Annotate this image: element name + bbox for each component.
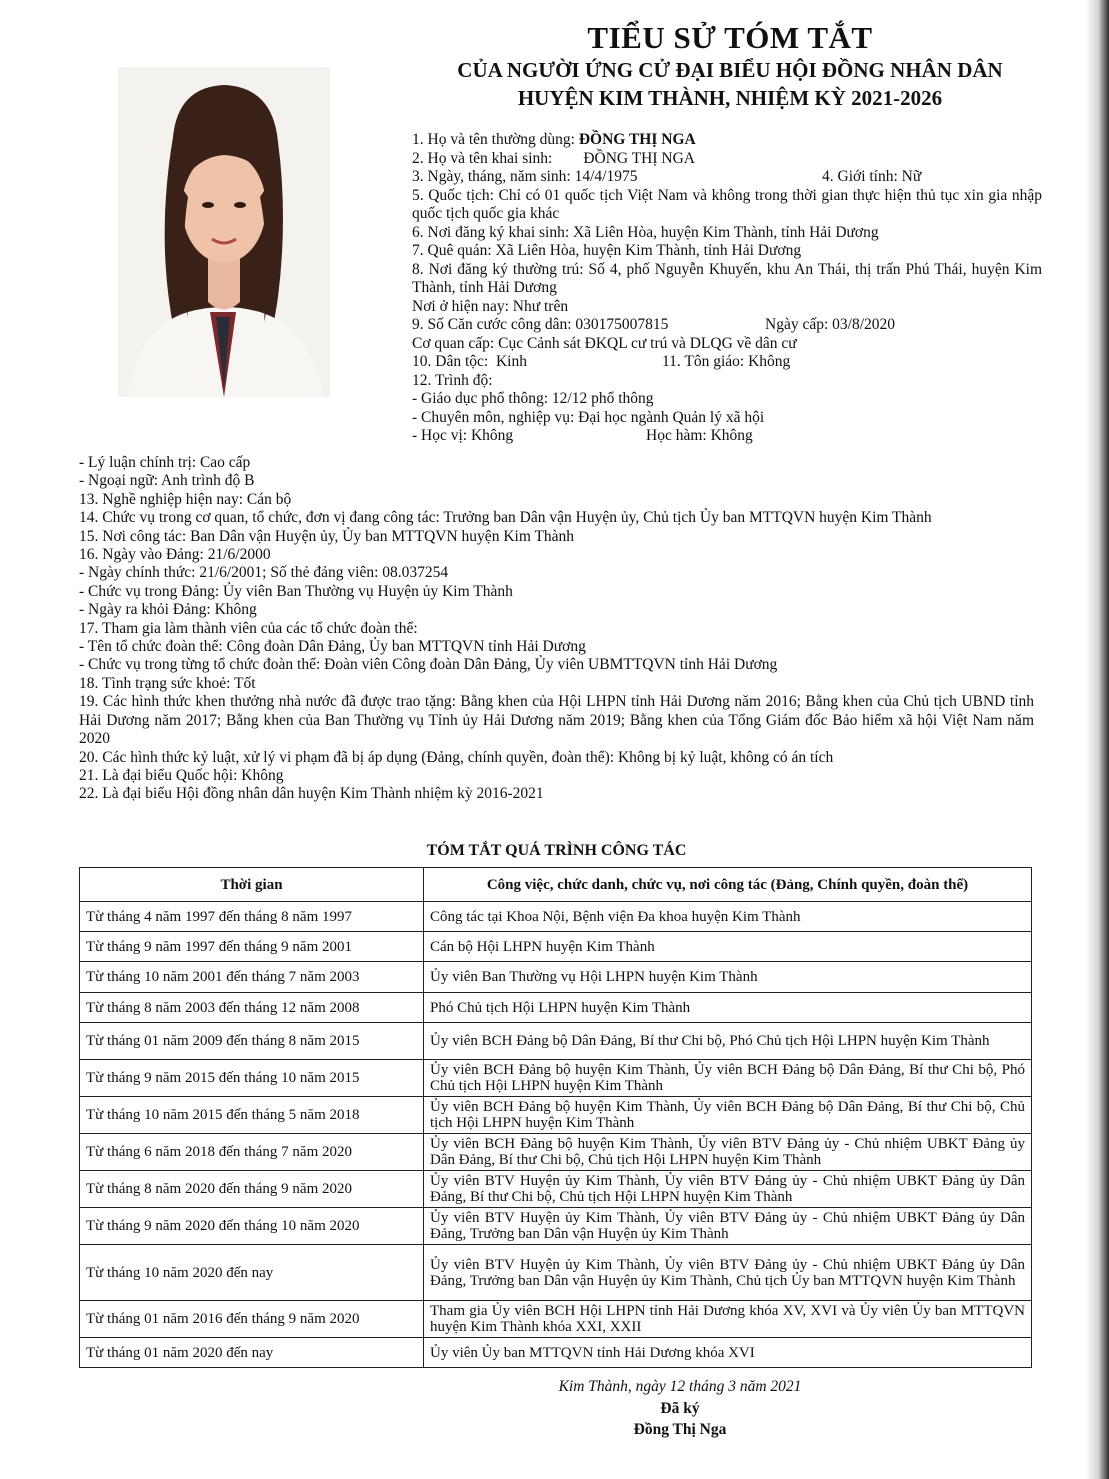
row-job: Công tác tại Khoa Nội, Bệnh viện Đa khoa huyện Kim Thành xyxy=(424,902,1032,932)
signature-status: Đã ký xyxy=(660,1400,700,1417)
row-time: Từ tháng 01 năm 2009 đến tháng 8 năm 2015 xyxy=(80,1023,424,1060)
info-birth-registration: 6. Nơi đăng ký khai sinh: Xã Liên Hòa, huyện Kim Thành, tỉnh Hải Dương xyxy=(412,223,879,241)
row-job: Phó Chủ tịch Hội LHPN huyện Kim Thành xyxy=(424,993,1032,1023)
row-time: Từ tháng 9 năm 2020 đến tháng 10 năm 2020 xyxy=(80,1208,424,1245)
row-time: Từ tháng 9 năm 2015 đến tháng 10 năm 2015 xyxy=(80,1060,424,1097)
person-name: ĐỒNG THỊ NGA xyxy=(578,131,696,148)
biography-details xyxy=(79,454,1034,804)
row-time: Từ tháng 10 năm 2020 đến nay xyxy=(80,1245,424,1301)
row-job: Ủy viên BTV Huyện ủy Kim Thành, Ủy viên BTV Đảng ủy - Chủ nhiệm UBKT Đảng ủy Dân Đảng, Trưởng ban Dân vận Huyện ủy Kim Thành, Chủ tịch Ủy ban MTTQVN huyện Kim Thành xyxy=(424,1245,1032,1301)
organization-positions: - Chức vụ trong từng tổ chức đoàn thể: Đoàn viên Công đoàn Dân Đảng, Ủy viên UBMTTQVN tỉnh Hải Dương xyxy=(79,656,778,674)
row-job: Ủy viên BCH Đảng bộ huyện Kim Thành, Ủy viên BCH Đảng bộ Dân Đảng, Bí thư Chi bộ, Chủ tịch Hội LHPN huyện Kim Thành xyxy=(424,1097,1032,1134)
info-dob-gender: 3. Ngày, tháng, năm sinh: 14/4/1975 4. Giới tính: Nữ xyxy=(412,168,922,185)
table-row xyxy=(80,993,1032,1023)
table-row xyxy=(80,932,1032,962)
info-current-address: Nơi ở hiện nay: Như trên xyxy=(412,297,569,315)
row-time: Từ tháng 01 năm 2020 đến nay xyxy=(80,1338,424,1368)
info-specialty: - Chuyên môn, nghiệp vụ: Đại học ngành Quản lý xã hội xyxy=(412,408,765,426)
current-position: 14. Chức vụ trong cơ quan, tổ chức, đơn vị đang công tác: Trưởng ban Dân vận Huyện ủy, Chủ tịch Ủy ban MTTQVN huyện Kim Thành xyxy=(79,509,932,527)
row-job: Tham gia Ủy viên BCH Hội LHPN tỉnh Hải Dương khóa XV, XVI và Ủy viên Ủy ban MTTQVN huyện Kim Thành khóa XXI, XXII xyxy=(424,1301,1032,1338)
info-nationality: 5. Quốc tịch: Chỉ có 01 quốc tịch Việt Nam và không trong thời gian thực hiện thủ tục xin gia nhập quốc tịch quốc gia khác xyxy=(412,186,1042,222)
party-official-date: - Ngày chính thức: 21/6/2001; Số thẻ đảng viên: 08.037254 xyxy=(79,564,449,582)
signature-place-date: Kim Thành, ngày 12 tháng 3 năm 2021 xyxy=(558,1378,802,1395)
personal-info xyxy=(412,131,1042,446)
work-history-table xyxy=(79,867,1032,1368)
party-leave-date: - Ngày ra khỏi Đảng: Không xyxy=(79,601,257,619)
row-job: Ủy viên Ban Thường vụ Hội LHPN huyện Kim Thành xyxy=(424,962,1032,993)
info-hometown: 7. Quê quán: Xã Liên Hòa, huyện Kim Thành, tỉnh Hải Dương xyxy=(412,242,802,259)
party-position: - Chức vụ trong Đảng: Ủy viên Ban Thường vụ Huyện ủy Kim Thành xyxy=(79,582,513,600)
table-row xyxy=(80,1023,1032,1060)
row-time: Từ tháng 9 năm 1997 đến tháng 9 năm 2001 xyxy=(80,932,424,962)
document-title: TIỂU SỬ TÓM TẮT xyxy=(587,20,873,55)
info-id-issuer: Cơ quan cấp: Cục Cảnh sát ĐKQL cư trú và DLQG về dân cư xyxy=(412,334,797,352)
signature-name: Đồng Thị Nga xyxy=(633,1421,727,1438)
party-join-date: 16. Ngày vào Đảng: 21/6/2000 xyxy=(79,546,271,564)
row-job: Ủy viên BTV Huyện ủy Kim Thành, Ủy viên BTV Đảng ủy - Chủ nhiệm UBKT Đảng ủy Dân Đảng, Trưởng ban Dân vận Huyện ủy Kim Thành xyxy=(424,1208,1032,1245)
info-id-card: 9. Số Căn cước công dân: 030175007815 Ngày cấp: 03/8/2020 xyxy=(412,316,896,333)
disciplinary-record: 20. Các hình thức kỷ luật, xử lý vi phạm đã bị áp dụng (Đảng, chính quyền, đoàn thể): Không bị kỷ luật, không có án tích xyxy=(79,748,834,766)
table-row xyxy=(80,1060,1032,1097)
table-row xyxy=(80,962,1032,993)
organization-names: - Tên tổ chức đoàn thể: Công đoàn Dân Đảng, Ủy ban MTTQVN tỉnh Hải Dương xyxy=(79,638,586,656)
document-subtitle-2: HUYỆN KIM THÀNH, NHIỆM KỲ 2021-2026 xyxy=(517,86,943,110)
foreign-language: - Ngoại ngữ: Anh trình độ B xyxy=(79,472,255,490)
organizations-heading: 17. Tham gia làm thành viên của các tổ chức đoàn thể: xyxy=(79,619,418,637)
council-delegate-status: 22. Là đại biểu Hội đồng nhân dân huyện Kim Thành nhiệm kỳ 2016-2021 xyxy=(79,785,544,803)
health-status: 18. Tình trạng sức khoẻ: Tốt xyxy=(79,674,256,692)
row-job: Ủy viên BTV Huyện ủy Kim Thành, Ủy viên BTV Đảng ủy - Chủ nhiệm UBKT Đảng ủy Dân Đảng, Bí thư Chi bộ, Chủ tịch Hội LHPN huyện Kim Thành xyxy=(424,1171,1032,1208)
info-birth-name: 2. Họ và tên khai sinh: ĐỒNG THỊ NGA xyxy=(412,149,695,167)
row-time: Từ tháng 10 năm 2001 đến tháng 7 năm 2003 xyxy=(80,962,424,993)
info-education-heading: 12. Trình độ: xyxy=(412,371,493,389)
row-time: Từ tháng 6 năm 2018 đến tháng 7 năm 2020 xyxy=(80,1134,424,1171)
work-history-title: TÓM TẮT QUÁ TRÌNH CÔNG TÁC xyxy=(426,842,687,859)
row-job: Cán bộ Hội LHPN huyện Kim Thành xyxy=(424,932,1032,962)
table-row xyxy=(80,1301,1032,1338)
row-job: Ủy viên BCH Đảng bộ Dân Đảng, Bí thư Chi bộ, Phó Chủ tịch Hội LHPN huyện Kim Thành xyxy=(424,1023,1032,1060)
table-header-row xyxy=(80,868,1032,902)
occupation: 13. Nghề nghiệp hiện nay: Cán bộ xyxy=(79,490,292,508)
national-assembly-status: 21. Là đại biểu Quốc hội: Không xyxy=(79,766,284,784)
political-theory: - Lý luận chính trị: Cao cấp xyxy=(79,454,251,471)
workplace: 15. Nơi công tác: Ban Dân vận Huyện ủy, Ủy ban MTTQVN huyện Kim Thành xyxy=(79,527,575,545)
column-header-time: Thời gian xyxy=(80,868,424,902)
row-time: Từ tháng 4 năm 1997 đến tháng 8 năm 1997 xyxy=(80,902,424,932)
row-time: Từ tháng 01 năm 2016 đến tháng 9 năm 2020 xyxy=(80,1301,424,1338)
table-row xyxy=(80,1171,1032,1208)
row-time: Từ tháng 10 năm 2015 đến tháng 5 năm 2018 xyxy=(80,1097,424,1134)
row-time: Từ tháng 8 năm 2003 đến tháng 12 năm 2008 xyxy=(80,993,424,1023)
table-row xyxy=(80,902,1032,932)
info-full-name: 1. Họ và tên thường dùng: ĐỒNG THỊ NGA xyxy=(412,131,696,148)
table-row xyxy=(80,1338,1032,1368)
info-ethnicity-religion: 10. Dân tộc: Kinh 11. Tôn giáo: Không xyxy=(412,353,791,370)
row-job: Ủy viên Ủy ban MTTQVN tỉnh Hải Dương khóa XVI xyxy=(424,1338,1032,1368)
table-row xyxy=(80,1208,1032,1245)
column-header-job: Công việc, chức danh, chức vụ, nơi công tác (Đảng, Chính quyền, đoàn thể) xyxy=(424,868,1032,902)
info-residence: 8. Nơi đăng ký thường trú: Số 4, phố Nguyễn Khuyến, khu An Thái, thị trấn Phú Thái, huyện Kim Thành, tỉnh Hải Dương xyxy=(412,260,1042,296)
row-job: Ủy viên BCH Đảng bộ huyện Kim Thành, Ủy viên BCH Đảng bộ Dân Đảng, Bí thư Chi bộ, Phó Chủ tịch Hội LHPN huyện Kim Thành xyxy=(424,1060,1032,1097)
table-row xyxy=(80,1134,1032,1171)
row-job: Ủy viên BCH Đảng bộ huyện Kim Thành, Ủy viên BTV Đảng ủy - Chủ nhiệm UBKT Đảng ủy Dân Đảng, Bí thư Chi bộ, Chủ tịch Hội LHPN huyện Kim Thành xyxy=(424,1134,1032,1171)
info-degree: - Học vị: Không Học hàm: Không xyxy=(412,427,753,444)
table-row xyxy=(80,1097,1032,1134)
table-row xyxy=(80,1245,1032,1301)
document-subtitle-1: CỦA NGƯỜI ỨNG CỬ ĐẠI BIỂU HỘI ĐỒNG NHÂN DÂN xyxy=(457,58,1003,82)
info-general-education: - Giáo dục phổ thông: 12/12 phổ thông xyxy=(412,390,654,407)
page-edge-shadow xyxy=(1085,0,1109,1479)
portrait-photo xyxy=(118,67,330,397)
row-time: Từ tháng 8 năm 2020 đến tháng 9 năm 2020 xyxy=(80,1171,424,1208)
awards: 19. Các hình thức khen thưởng nhà nước đã được trao tặng: Bằng khen của Hội LHPN tỉnh Hải Dương năm 2016; Bằng khen của Chủ tịch UBND tỉnh Hải Dương năm 2017; Bằng khen của Ban Thường vụ Tỉnh ủy Hải Dương năm 2019; Bằng khen của Tổng Giám đốc Bảo hiểm xã hội Việt Nam năm 2020 xyxy=(79,693,1034,748)
